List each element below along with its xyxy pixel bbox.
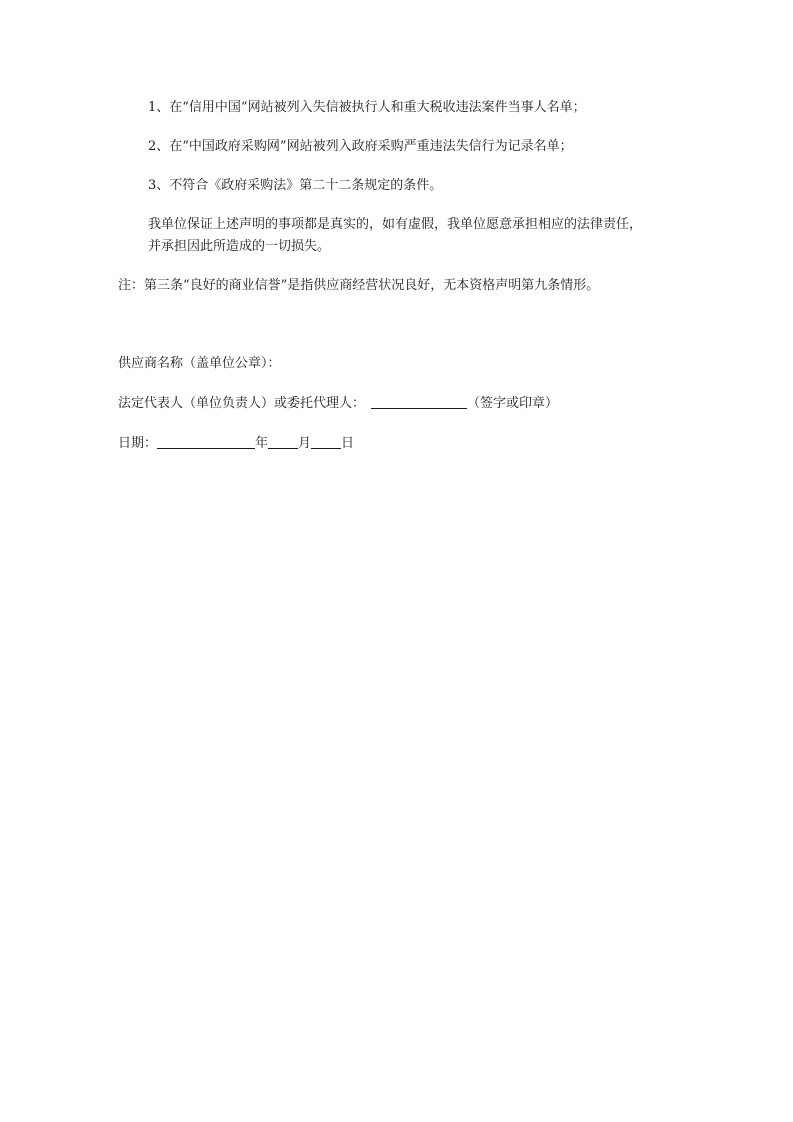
date-line (118, 436, 354, 450)
date-year-field[interactable] (157, 436, 255, 449)
year-label: 年 (255, 436, 269, 451)
date-label: 日期： (118, 436, 158, 451)
representative-label: 法定代表人（单位负责人）或委托代理人： (118, 396, 366, 411)
note-text: 注：第三条“良好的商业信誉”是指供应商经营状况良好，无本资格声明第九条情形。 (118, 278, 600, 293)
date-month-field[interactable] (268, 436, 298, 449)
representative-suffix: （签字或印章） (467, 396, 559, 411)
guarantee-line-1: 我单位保证上述声明的事项都是真实的，如有虚假，我单位愿意承担相应的法律责任， (148, 217, 643, 232)
supplier-name-label: 供应商名称（盖单位公章）： (118, 356, 281, 371)
date-day-field[interactable] (311, 436, 341, 449)
declaration-item-1: 1、在“信用中国”网站被列入失信被执行人和重大税收违法案件当事人名单； (148, 100, 586, 115)
representative-line (118, 396, 558, 410)
month-label: 月 (298, 436, 312, 451)
guarantee-line-2: 并承担因此所造成的一切损失。 (148, 239, 331, 254)
day-label: 日 (341, 436, 355, 451)
declaration-item-2: 2、在“中国政府采购网”网站被列入政府采购严重违法失信行为记录名单； (148, 139, 573, 154)
representative-signature-field[interactable] (371, 396, 467, 409)
declaration-item-3: 3、不符合《政府采购法》第二十二条规定的条件。 (148, 178, 443, 193)
